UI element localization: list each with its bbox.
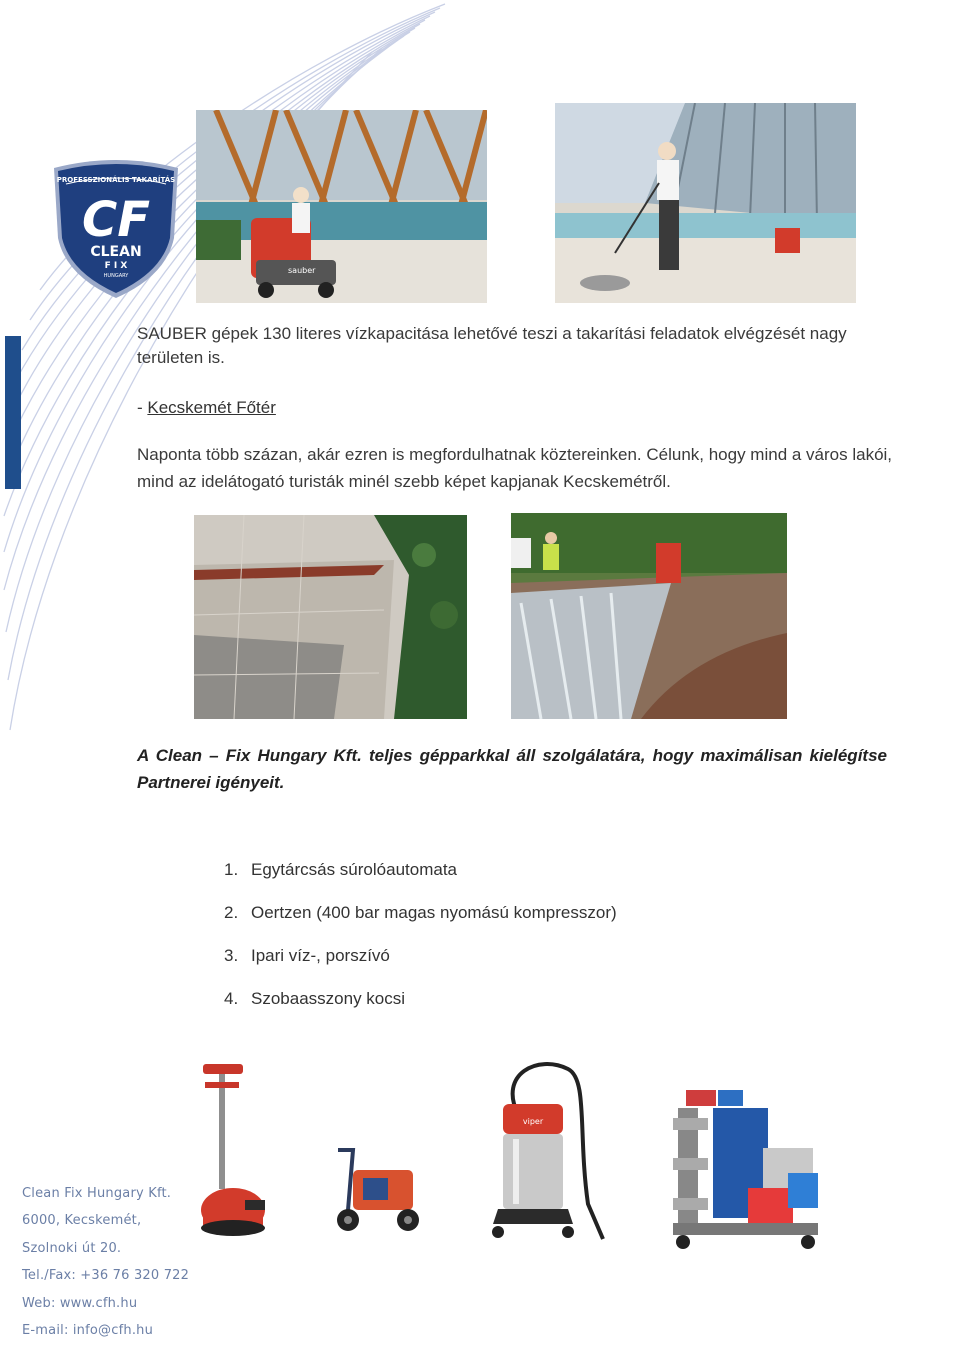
list-item: 3. Ipari víz-, porszívó [224,946,390,965]
location-link[interactable]: Kecskemét Főtér [147,398,276,417]
sauber-paragraph: SAUBER gépek 130 literes vízkapacitása lehetővé teszi a takarítási feladatok elvégzését nagy területen is. [137,324,847,367]
company-logo [50,158,182,300]
logo-country: HUNGARY [103,273,129,279]
accent-bar [5,336,21,489]
photo-outdoor-washer [555,103,856,303]
logo-arc-text: PROFESSZIONÁLIS TAKARÍTÁS [56,176,176,184]
list-item: 4. Szobaasszony kocsi [224,989,406,1008]
footer-contact [22,1184,189,1348]
photo-housekeeping-cart [668,1078,826,1254]
logo-monogram: CF [81,192,151,248]
photo-pressure-washer [318,1140,435,1238]
photo-pool-scrubber [196,110,487,303]
list-item: 1. Egytárcsás súrolóautomata [224,860,457,879]
photo-cleaned-tiles [194,515,467,719]
equipment-list [224,856,617,1028]
footer-company: Clean Fix Hungary Kft. [22,1186,172,1201]
photo-single-disc-scrubber [193,1060,291,1238]
footer-street: Szolnoki út 20. [22,1240,122,1256]
footer-email[interactable]: E-mail: info@cfh.hu [22,1322,154,1338]
list-item: 2. Oertzen (400 bar magas nyomású kompresszor) [224,903,617,922]
footer-phone: Tel./Fax: +36 76 320 722 [22,1268,190,1284]
location-line [137,394,276,421]
footer-web[interactable]: Web: www.cfh.hu [22,1295,138,1311]
naponta-paragraph: Naponta több százan, akár ezren is megfordulhatnak köztereinken. Célunk, hogy mind a város lakói, mind az idelátogató turisták minél szebb képet kapjanak Kecskemétről. [137,445,893,491]
location-prefix: - [137,398,148,417]
photo-industrial-vacuum [478,1054,614,1244]
footer-city: 6000, Kecskemét, [22,1213,142,1229]
company-statement: A Clean – Fix Hungary Kft. teljes gépparkkal áll szolgálatára, hogy maximálisan kielégítse Partnerei igényeit. [137,746,887,792]
vacuum-brand-label: viper [522,1117,544,1126]
photo-square-cleaning [511,513,787,719]
logo-sub: F I X [104,261,128,271]
logo-name: CLEAN [90,244,142,260]
sauber-machine-label: sauber [288,266,316,275]
